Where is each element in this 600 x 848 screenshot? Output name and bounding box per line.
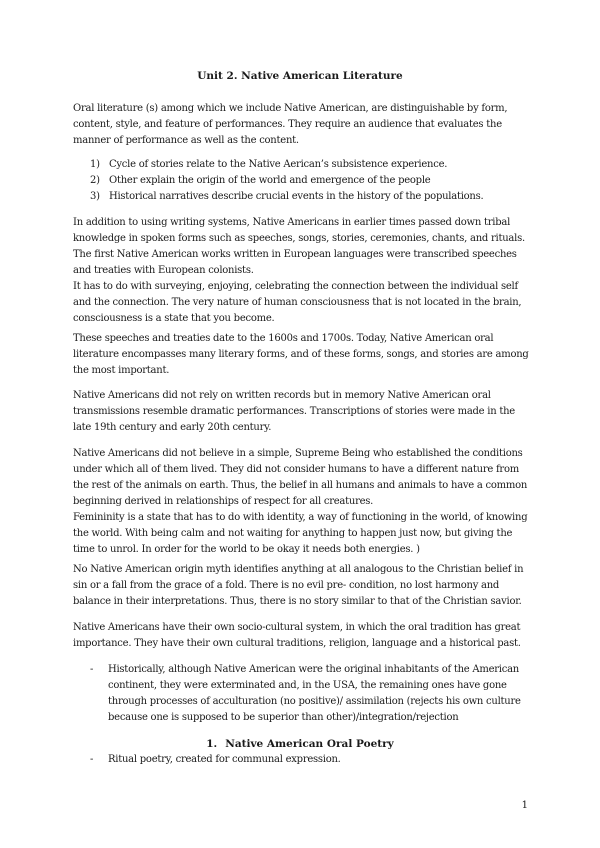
dash-mark: - <box>90 754 94 765</box>
paragraph-text: Native Americans have their own socio-cultural system, in which the oral tradition has great importance. They have their own cultural traditions, religion, language and a historical past. <box>73 622 521 649</box>
page-title: Unit 2. Native American Literature <box>197 70 403 82</box>
paragraph-text: No Native American origin myth identifies anything at all analogous to the Christian belief in sin or a fall from the grace of a fold. There is no evil pre- condition, no lost harmony and balance in their interpretations. Thus, there is no story similar to that of the Christian savior. <box>73 564 524 607</box>
list-number: 1) <box>90 159 100 170</box>
origin-myth-paragraph <box>73 562 535 610</box>
paragraph-text: It has to do with surveying, enjoying, celebrating the connection between the individual self and the connection. The very nature of human consciousness that is not located in the brain, consciousness is a state that you become. <box>73 281 522 324</box>
list-item <box>73 189 535 205</box>
socio-cultural-paragraph <box>73 620 535 652</box>
paragraph-text: These speeches and treaties date to the 1600s and 1700s. Today, Native American oral literature encompasses many literary forms, and of these forms, songs, and stories are among the most important. <box>73 333 529 376</box>
section-title: Native American Oral Poetry <box>225 738 394 750</box>
speeches-paragraph <box>73 331 535 379</box>
numbered-list <box>73 157 535 205</box>
list-text: Other explain the origin of the world and emergence of the people <box>109 175 431 186</box>
intro-text: Oral literature (s) among which we include Native American, are distinguishable by form, content, style, and feature of performances. They require an audience that evaluates the manner of performance as well as the content. <box>73 103 508 146</box>
writing-systems-paragraph <box>73 215 535 327</box>
dash-text: Historically, although Native American were the original inhabitants of the American continent, they were exterminated and, in the USA, the remaining ones have gone through processes of acculturation (no positive)/ assimilation (rejects his own culture because one is supposed to be superior than other)/integration/rejection <box>108 664 521 723</box>
historically-bullet <box>73 662 535 726</box>
paragraph-text: Native Americans did not rely on written records but in memory Native American oral transmissions resemble dramatic performances. Transcriptions of stories were made in the late 19th century and early 20th century. <box>73 390 515 433</box>
dash-text: Ritual poetry, created for communal expression. <box>108 754 341 765</box>
list-text: Cycle of stories relate to the Native Aerican’s subsistence experience. <box>109 159 448 170</box>
list-number: 3) <box>90 191 100 202</box>
list-number: 2) <box>90 175 100 186</box>
dash-mark: - <box>90 664 94 675</box>
intro-paragraph <box>73 101 535 149</box>
supreme-being-paragraph <box>73 446 535 558</box>
paragraph-text: Femininity is a state that has to do with identity, a way of functioning in the world, of knowing the world. With being calm and not waiting for anything to happen just now, but giving the time to unrol. In order for the world to be okay it needs both energies. ) <box>73 512 528 555</box>
page-number: 1 <box>521 800 528 811</box>
dash-item <box>73 662 535 726</box>
list-item <box>73 173 535 189</box>
list-text: Historical narratives describe crucial events in the history of the populations. <box>109 191 484 202</box>
ritual-poetry-bullet <box>73 752 535 768</box>
written-records-paragraph <box>73 388 535 436</box>
section-heading <box>0 738 600 750</box>
list-item <box>73 157 535 173</box>
paragraph-text: Native Americans did not believe in a simple, Supreme Being who established the conditions under which all of them lived. They did not consider humans to have a different nature from the rest of the animals on earth. Thus, the belief in all humans and animals to have a common beginning derived in relationships of respect for all creatures. <box>73 448 528 507</box>
section-number: 1. <box>206 738 218 750</box>
dash-item <box>73 752 535 768</box>
paragraph-text: In addition to using writing systems, Native Americans in earlier times passed down tribal knowledge in spoken forms such as speeches, songs, stories, ceremonies, chants, and rituals. The first Native American works written in European languages were transcribed speeches and treaties with European colonists. <box>73 217 525 276</box>
